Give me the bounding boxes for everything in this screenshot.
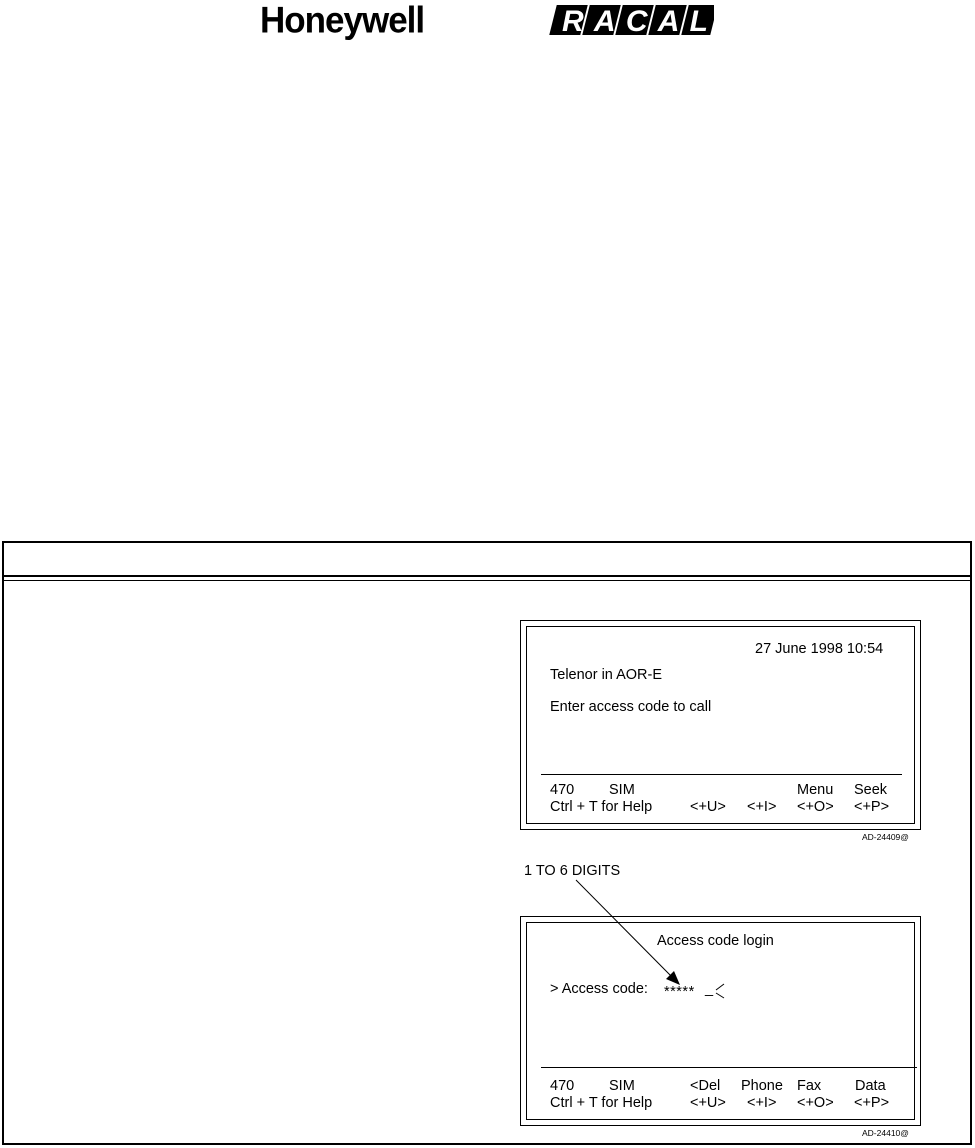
softkey-key-p: <+P> bbox=[854, 1095, 890, 1111]
help-hint: Ctrl + T for Help bbox=[550, 799, 653, 815]
softkey-label-fax: Fax bbox=[797, 1078, 822, 1094]
softkey-label-470: 470 bbox=[550, 1078, 575, 1094]
figure-2-id: AD-24410@ bbox=[862, 1128, 909, 1138]
softkey-label-del: <Del bbox=[690, 1078, 721, 1094]
softkey-key-u: <+U> bbox=[690, 799, 726, 815]
access-code-cursor: _ bbox=[705, 981, 714, 997]
softkey-key-u: <+U> bbox=[690, 1095, 726, 1111]
figure-1-id: AD-24409@ bbox=[862, 832, 909, 842]
softkey-key-i: <+I> bbox=[747, 799, 777, 815]
softkey-key-i: <+I> bbox=[747, 1095, 777, 1111]
softkey-label-seek: Seek bbox=[854, 782, 888, 798]
honeywell-logo: Honeywell bbox=[260, 0, 425, 41]
figure-2-screen bbox=[520, 916, 921, 1126]
help-hint: Ctrl + T for Help bbox=[550, 1095, 653, 1111]
access-code-label: > Access code: bbox=[550, 981, 648, 997]
cursor-blink-icon bbox=[714, 981, 726, 1001]
softkey-label-phone: Phone bbox=[741, 1078, 783, 1094]
softkey-divider bbox=[541, 1067, 917, 1068]
softkey-label-sim: SIM bbox=[609, 782, 635, 798]
softkey-key-p: <+P> bbox=[854, 799, 890, 815]
softkey-key-o: <+O> bbox=[797, 799, 834, 815]
access-code-value: ***** bbox=[664, 984, 695, 1000]
softkey-key-o: <+O> bbox=[797, 1095, 834, 1111]
softkey-label-sim: SIM bbox=[609, 1078, 635, 1094]
softkey-label-data: Data bbox=[855, 1078, 886, 1094]
svg-text:RACAL: RACAL bbox=[562, 5, 708, 36]
callout-digits-label: 1 TO 6 DIGITS bbox=[524, 863, 621, 879]
softkey-label-menu: Menu bbox=[797, 782, 834, 798]
softkey-label-470: 470 bbox=[550, 782, 575, 798]
screen-title: Access code login bbox=[657, 933, 774, 949]
screen-prompt: Enter access code to call bbox=[550, 699, 712, 715]
screen-network-status: Telenor in AOR-E bbox=[550, 667, 663, 683]
screen-datetime: 27 June 1998 10:54 bbox=[755, 641, 884, 657]
